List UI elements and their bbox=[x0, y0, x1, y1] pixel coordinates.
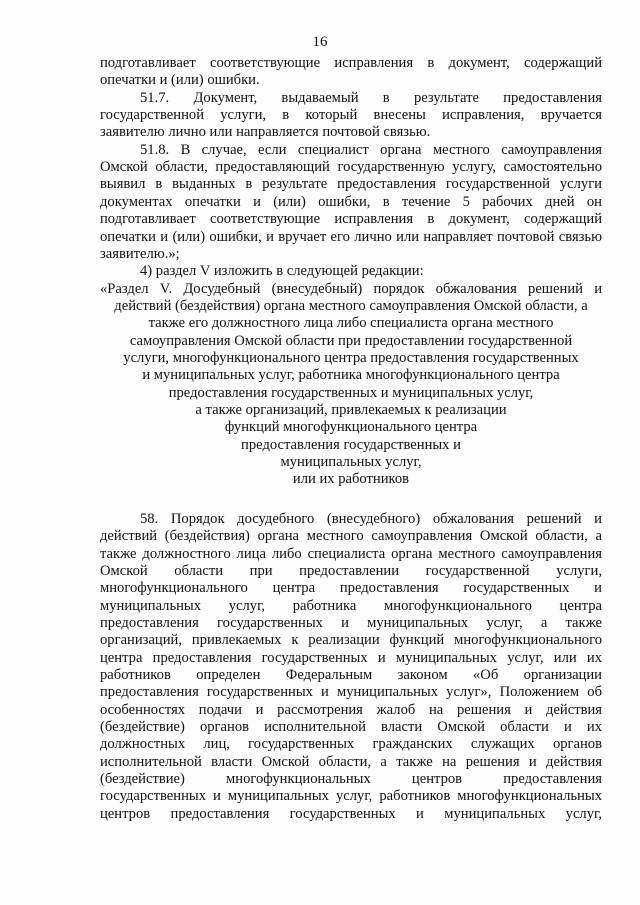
text-line: предоставления государственных и муниципальных услуг, а также bbox=[100, 614, 602, 631]
text-line: подготавливает соответствующие исправления в документ, содержащий bbox=[100, 211, 602, 228]
text-line: 51.7. Документ, выдаваемый в результате предоставления bbox=[140, 89, 602, 106]
text-line: заявителю.»; bbox=[100, 245, 180, 262]
text-line: функций многофункционального центра bbox=[224, 419, 478, 436]
text-line: услуги, многофункционального центра предоставления государственных bbox=[123, 350, 579, 366]
text-line: (бездействие) органов исполнительной власти Омской области и их bbox=[100, 719, 602, 735]
text-line: исполнительной власти Омской области, а также на решения и действия bbox=[100, 753, 602, 770]
text-line: документах опечатки и (или) ошибки, в течение 5 рабочих дней он bbox=[100, 193, 602, 210]
text-line: действий (бездействия) органа местного самоуправления Омской области, а bbox=[100, 528, 602, 545]
text-line: 58. Порядок досудебного (внесудебного) обжалования решений и bbox=[140, 510, 602, 527]
text-line: а также организаций, привлекаемых к реализации bbox=[195, 402, 507, 418]
text-line: «Раздел V. Досудебный (внесудебный) порядок обжалования решений и bbox=[100, 280, 602, 297]
text-line: также должностного лица либо специалиста органа местного самоуправления bbox=[100, 545, 602, 562]
text-line: опечатки и (или) ошибки, и вручает его лично или направляет почтовой связью bbox=[100, 228, 602, 245]
text-line: государственных и муниципальных услуг, работников многофункциональных bbox=[100, 788, 602, 805]
text-line: подготавливает соответствующие исправления в документ, содержащий bbox=[100, 55, 602, 71]
text-line: муниципальных услуг, bbox=[280, 454, 422, 471]
text-line: особенностях подачи и рассмотрения жалоб на решения и действия bbox=[100, 701, 602, 718]
text-line: многофункционального центра предоставления государственных и bbox=[100, 580, 602, 597]
text-line: центров предоставления государственных и муниципальных услуг, bbox=[100, 805, 602, 822]
text-line: работников определен Федеральным законом «Об организации bbox=[100, 666, 602, 683]
text-line: организаций, привлекаемых к реализации функций многофункционального bbox=[100, 632, 602, 649]
text-line: муниципальных услуг, работника многофункционального центра bbox=[100, 597, 602, 614]
text-line: 4) раздел V изложить в следующей редакции: bbox=[140, 263, 424, 280]
page-number: 16 bbox=[312, 34, 328, 50]
text-line: (бездействие) многофункциональных центров предоставления bbox=[100, 771, 602, 787]
text-line: центра предоставления государственных и муниципальных услуг, или их bbox=[100, 649, 602, 666]
text-line: государственной услуги, в который внесены исправления, вручается bbox=[100, 107, 602, 123]
text-line: Омской области, предоставляющий государственную услугу, самостоятельно bbox=[100, 159, 602, 176]
text-line: самоуправления Омской области при предоставлении государственной bbox=[129, 332, 573, 349]
text-line: опечатки и (или) ошибки. bbox=[100, 72, 260, 89]
text-line: должностных лиц, государственных гражданских служащих органов bbox=[100, 736, 602, 753]
text-line: 51.8. В случае, если специалист органа местного самоуправления bbox=[140, 141, 602, 158]
text-line: или их работников bbox=[292, 471, 410, 488]
text-line: выявил в выданных в результате предоставления государственной услуги bbox=[100, 176, 602, 193]
text-line: действий (бездействия) органа местного самоуправления Омской области, а bbox=[114, 297, 588, 314]
text-line: также его должностного лица либо специалиста органа местного bbox=[148, 315, 554, 332]
text-line: предоставления государственных и bbox=[241, 436, 461, 453]
text-line: предоставления государственных и муниципальных услуг», Положением об bbox=[100, 684, 602, 701]
text-line: заявителю лично или направляется почтовой связью. bbox=[100, 124, 431, 141]
text-line: Омской области при предоставлении государственной услуги, bbox=[100, 562, 602, 579]
text-line: предоставления государственных и муниципальных услуг, bbox=[168, 384, 534, 401]
text-line: и муниципальных услуг, работника многофункционального центра bbox=[142, 367, 560, 384]
